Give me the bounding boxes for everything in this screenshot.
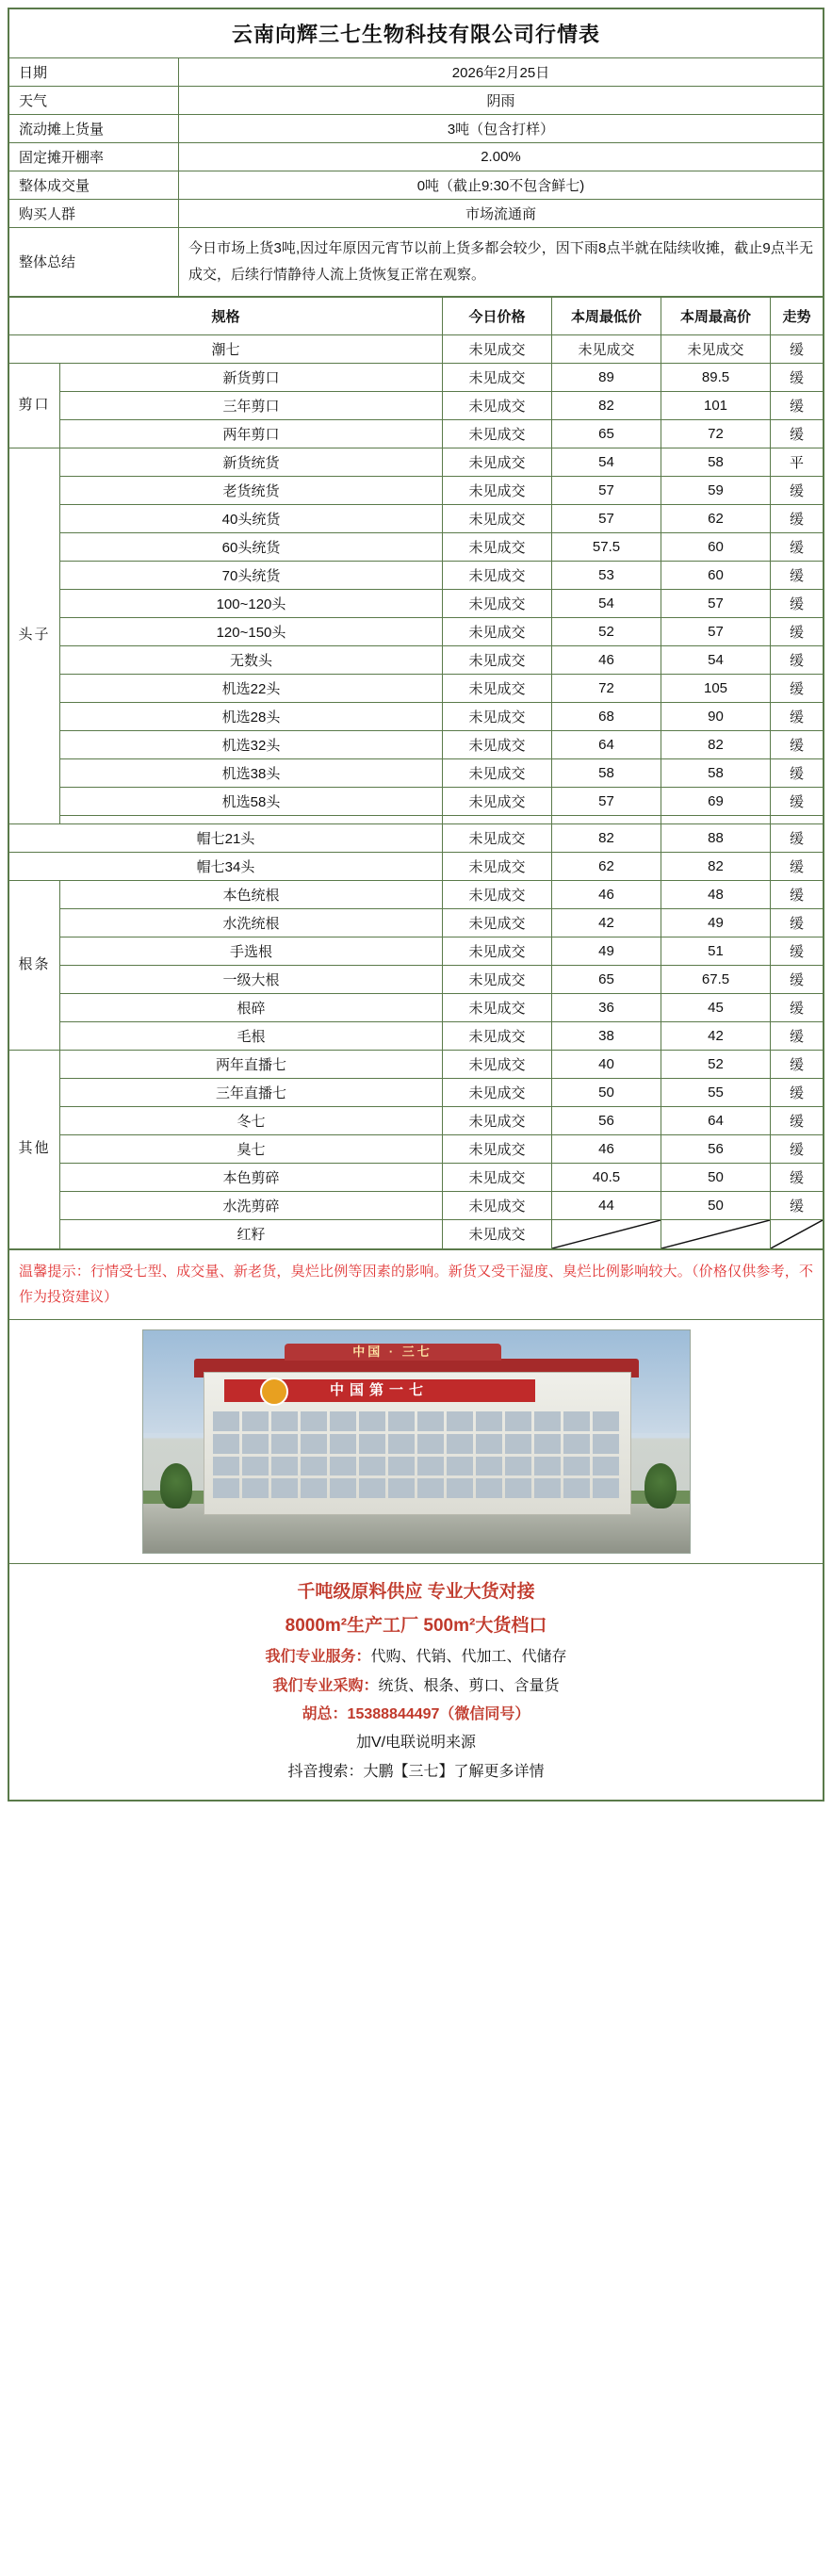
- row-spec: 新货统货: [60, 448, 443, 476]
- row-today: 未见成交: [443, 504, 552, 532]
- row-spec: [60, 815, 443, 823]
- row-today: 未见成交: [443, 993, 552, 1021]
- photo-row: [9, 1320, 824, 1564]
- table-row: [9, 391, 824, 419]
- row-low: 53: [552, 561, 661, 589]
- row-today: 未见成交: [443, 1163, 552, 1191]
- row-today: 未见成交: [443, 419, 552, 448]
- ad-line-1: 千吨级原料供应 专业大货对接: [297, 1582, 535, 1602]
- row-today: 未见成交: [443, 363, 552, 391]
- row-high: 58: [661, 758, 771, 787]
- info-row: [9, 115, 824, 143]
- table-row: [9, 1106, 824, 1134]
- row-high: 50: [661, 1191, 771, 1219]
- row-today: 未见成交: [443, 1191, 552, 1219]
- table-row: [9, 532, 824, 561]
- col-trend: 走势: [771, 297, 824, 334]
- ad-douyin: 抖音搜索：大鹏【三七】了解更多详情: [287, 1763, 545, 1780]
- row-low: 46: [552, 645, 661, 674]
- price-sheet: [8, 8, 824, 1802]
- row-high: 45: [661, 993, 771, 1021]
- table-row: [9, 702, 824, 730]
- row-spec: 两年直播七: [60, 1050, 443, 1078]
- row-low: 68: [552, 702, 661, 730]
- row-today: 未见成交: [443, 391, 552, 419]
- row-trend: 平: [771, 448, 824, 476]
- row-high: 48: [661, 880, 771, 908]
- table-row: [9, 1219, 824, 1248]
- table-row: [9, 504, 824, 532]
- row-trend: 缓: [771, 1163, 824, 1191]
- row-trend: 缓: [771, 363, 824, 391]
- row-today: 未见成交: [443, 1134, 552, 1163]
- row-low: 40: [552, 1050, 661, 1078]
- row-trend: 缓: [771, 1021, 824, 1050]
- group-label-qita: 其他: [9, 1050, 60, 1248]
- row-trend: 缓: [771, 645, 824, 674]
- table-row: [9, 334, 824, 363]
- row-today: 未见成交: [443, 758, 552, 787]
- info-value-total-volume: 0吨（截止9:30不包含鲜七): [179, 171, 824, 200]
- row-spec: 根碎: [60, 993, 443, 1021]
- ad-phone[interactable]: 胡总：15388844497（微信同号）: [302, 1705, 530, 1722]
- row-today: 未见成交: [443, 617, 552, 645]
- row-trend: 缓: [771, 674, 824, 702]
- row-spec: 水洗剪碎: [60, 1191, 443, 1219]
- empty-cell-diagonal: [771, 1219, 824, 1248]
- row-today: 未见成交: [443, 334, 552, 363]
- row-trend: 缓: [771, 937, 824, 965]
- row-high: 105: [661, 674, 771, 702]
- table-row: [9, 965, 824, 993]
- summary-row: [9, 228, 824, 297]
- row-high: 51: [661, 937, 771, 965]
- info-row: [9, 87, 824, 115]
- ad-services: [17, 1643, 815, 1671]
- row-spec: 本色剪碎: [60, 1163, 443, 1191]
- row-high: 60: [661, 561, 771, 589]
- group-label-gentiao: 根条: [9, 880, 60, 1050]
- table-row: [9, 852, 824, 880]
- table-row: [9, 476, 824, 504]
- table-row: [9, 1021, 824, 1050]
- row-today: 未见成交: [443, 674, 552, 702]
- table-row: [9, 617, 824, 645]
- table-row: [9, 937, 824, 965]
- row-low: 46: [552, 1134, 661, 1163]
- row-spec: 红籽: [60, 1219, 443, 1248]
- info-row: [9, 171, 824, 200]
- row-trend: 缓: [771, 532, 824, 561]
- empty-cell-diagonal: [661, 1219, 771, 1248]
- info-label-total-volume: 整体成交量: [9, 171, 179, 200]
- row-today: 未见成交: [443, 787, 552, 815]
- row-today: 未见成交: [443, 476, 552, 504]
- table-row: [9, 448, 824, 476]
- row-spec: 机选22头: [60, 674, 443, 702]
- table-row: [9, 645, 824, 674]
- table-row: [9, 1163, 824, 1191]
- empty-cell-diagonal: [552, 1219, 661, 1248]
- row-today: 未见成交: [443, 852, 552, 880]
- row-spec: 臭七: [60, 1134, 443, 1163]
- row-trend: 缓: [771, 1106, 824, 1134]
- info-label-mobile-volume: 流动摊上货量: [9, 115, 179, 143]
- row-trend: 缓: [771, 617, 824, 645]
- row-spec: 机选28头: [60, 702, 443, 730]
- row-today: 未见成交: [443, 1219, 552, 1248]
- info-value-date: 2026年2月25日: [179, 58, 824, 87]
- table-row: [9, 787, 824, 815]
- row-trend: 缓: [771, 1050, 824, 1078]
- row-spec: 毛根: [60, 1021, 443, 1050]
- row-spec: 60头统货: [60, 532, 443, 561]
- row-today: 未见成交: [443, 645, 552, 674]
- row-trend: 缓: [771, 476, 824, 504]
- ad-services-value: 代购、代销、代加工、代储存: [370, 1649, 567, 1666]
- row-low: 56: [552, 1106, 661, 1134]
- row-low: 57: [552, 787, 661, 815]
- row-low: 40.5: [552, 1163, 661, 1191]
- row-today: 未见成交: [443, 702, 552, 730]
- info-row: [9, 200, 824, 228]
- price-table: [8, 297, 824, 1249]
- row-today: 未见成交: [443, 965, 552, 993]
- row-spec: 手选根: [60, 937, 443, 965]
- row-trend: 缓: [771, 758, 824, 787]
- info-label-buyers: 购买人群: [9, 200, 179, 228]
- row-high: 58: [661, 448, 771, 476]
- row-trend: 缓: [771, 730, 824, 758]
- row-low: 57: [552, 476, 661, 504]
- row-high: 50: [661, 1163, 771, 1191]
- row-low: 57: [552, 504, 661, 532]
- info-label-date: 日期: [9, 58, 179, 87]
- row-spec: 40头统货: [60, 504, 443, 532]
- photo-windows: [213, 1411, 620, 1498]
- ad-purchasing: [17, 1672, 815, 1701]
- row-high: 82: [661, 852, 771, 880]
- row-today: [443, 815, 552, 823]
- row-spec: 水洗统根: [60, 908, 443, 937]
- row-spec: 本色统根: [60, 880, 443, 908]
- photo-tree: [160, 1463, 192, 1508]
- row-low: 89: [552, 363, 661, 391]
- row-trend: 缓: [771, 880, 824, 908]
- row-trend: 缓: [771, 965, 824, 993]
- row-low: 58: [552, 758, 661, 787]
- row-spec: 新货剪口: [60, 363, 443, 391]
- row-spec: 两年剪口: [60, 419, 443, 448]
- row-low: 38: [552, 1021, 661, 1050]
- row-spec: 120~150头: [60, 617, 443, 645]
- ad-contact-note: 加V/电联说明来源: [355, 1735, 477, 1752]
- ad-line-2: 8000m²生产工厂 500m²大货档口: [285, 1616, 547, 1637]
- row-spec: 三年直播七: [60, 1078, 443, 1106]
- row-trend: 缓: [771, 334, 824, 363]
- row-low: 82: [552, 391, 661, 419]
- row-today: 未见成交: [443, 1050, 552, 1078]
- row-spec: 冬七: [60, 1106, 443, 1134]
- row-high: 88: [661, 823, 771, 852]
- row-low: 52: [552, 617, 661, 645]
- table-row: [9, 1050, 824, 1078]
- table-row: [9, 758, 824, 787]
- row-today: 未见成交: [443, 937, 552, 965]
- row-high: 42: [661, 1021, 771, 1050]
- row-today: 未见成交: [443, 448, 552, 476]
- price-table-header: [9, 297, 824, 334]
- row-high: 82: [661, 730, 771, 758]
- photo-tree: [644, 1463, 677, 1508]
- row-high: 49: [661, 908, 771, 937]
- table-row: [9, 823, 824, 852]
- info-row: [9, 143, 824, 171]
- photo-sign-text: 中国 · 三七: [352, 1345, 432, 1359]
- row-spec: 老货统货: [60, 476, 443, 504]
- page-title: 云南向辉三七生物科技有限公司行情表: [9, 9, 824, 58]
- row-low: 65: [552, 419, 661, 448]
- row-trend: 缓: [771, 1134, 824, 1163]
- row-low: 54: [552, 448, 661, 476]
- row-today: 未见成交: [443, 561, 552, 589]
- footer-table: [8, 1249, 824, 1802]
- row-today: 未见成交: [443, 730, 552, 758]
- advertisement: [9, 1564, 824, 1801]
- row-trend: 缓: [771, 391, 824, 419]
- header-table: [8, 8, 824, 297]
- row-low: 未见成交: [552, 334, 661, 363]
- table-row: [9, 561, 824, 589]
- row-trend: 缓: [771, 702, 824, 730]
- table-row: [9, 730, 824, 758]
- table-row: [9, 880, 824, 908]
- row-spec: 一级大根: [60, 965, 443, 993]
- row-high: 56: [661, 1134, 771, 1163]
- row-spec: 帽七21头: [9, 823, 443, 852]
- row-high: 54: [661, 645, 771, 674]
- row-today: 未见成交: [443, 589, 552, 617]
- table-row: [9, 908, 824, 937]
- row-low: 54: [552, 589, 661, 617]
- row-low: 65: [552, 965, 661, 993]
- table-row: [9, 1191, 824, 1219]
- table-row: [9, 419, 824, 448]
- ad-purchasing-label: 我们专业采购：: [272, 1677, 379, 1694]
- row-high: 67.5: [661, 965, 771, 993]
- row-low: 82: [552, 823, 661, 852]
- row-spec: 机选58头: [60, 787, 443, 815]
- group-label-jiankou: 剪口: [9, 363, 60, 448]
- table-row: [9, 363, 824, 391]
- summary-text: 今日市场上货3吨,因过年原因元宵节以前上货多都会较少，因下雨8点半就在陆续收摊，截止9点半无成交，后续行情静待人流上货恢复正常在观察。: [179, 228, 824, 297]
- col-spec: 规格: [9, 297, 443, 334]
- row-high: 52: [661, 1050, 771, 1078]
- row-high: 60: [661, 532, 771, 561]
- info-label-weather: 天气: [9, 87, 179, 115]
- table-row: [9, 589, 824, 617]
- row-low: 36: [552, 993, 661, 1021]
- row-trend: 缓: [771, 852, 824, 880]
- ad-services-label: 我们专业服务：: [265, 1649, 371, 1666]
- row-spec: 机选38头: [60, 758, 443, 787]
- factory-photo-cell: [9, 1320, 824, 1564]
- col-week-low: 本周最低价: [552, 297, 661, 334]
- row-high: 62: [661, 504, 771, 532]
- row-high: 89.5: [661, 363, 771, 391]
- table-row: [9, 1134, 824, 1163]
- row-spec: 潮七: [9, 334, 443, 363]
- row-spec: 100~120头: [60, 589, 443, 617]
- row-spec: 机选32头: [60, 730, 443, 758]
- tip-text: 温馨提示：行情受七型、成交量、新老货，臭烂比例等因素的影响。新货又受干湿度、臭烂比例影响较大。（价格仅供参考，不作为投资建议）: [9, 1249, 824, 1320]
- row-high: 未见成交: [661, 334, 771, 363]
- row-today: 未见成交: [443, 1106, 552, 1134]
- group-label-touzi: 头子: [9, 448, 60, 823]
- row-trend: 缓: [771, 419, 824, 448]
- title-row: [9, 9, 824, 58]
- row-spec: 三年剪口: [60, 391, 443, 419]
- row-high: 57: [661, 589, 771, 617]
- row-high: 57: [661, 617, 771, 645]
- row-spec: 无数头: [60, 645, 443, 674]
- row-low: 50: [552, 1078, 661, 1106]
- row-trend: 缓: [771, 561, 824, 589]
- row-trend: [771, 815, 824, 823]
- row-high: 101: [661, 391, 771, 419]
- row-today: 未见成交: [443, 880, 552, 908]
- info-value-mobile-volume: 3吨（包含打样）: [179, 115, 824, 143]
- row-trend: 缓: [771, 1078, 824, 1106]
- row-trend: 缓: [771, 504, 824, 532]
- row-low: 44: [552, 1191, 661, 1219]
- col-today-price: 今日价格: [443, 297, 552, 334]
- row-trend: 缓: [771, 589, 824, 617]
- row-high: 90: [661, 702, 771, 730]
- row-low: 46: [552, 880, 661, 908]
- table-row: [9, 993, 824, 1021]
- row-high: 59: [661, 476, 771, 504]
- info-row: [9, 58, 824, 87]
- table-row: [9, 1078, 824, 1106]
- row-today: 未见成交: [443, 1078, 552, 1106]
- ad-row: [9, 1564, 824, 1801]
- row-low: 72: [552, 674, 661, 702]
- row-trend: 缓: [771, 908, 824, 937]
- row-high: 55: [661, 1078, 771, 1106]
- row-low: [552, 815, 661, 823]
- row-low: 57.5: [552, 532, 661, 561]
- info-value-stall-rate: 2.00%: [179, 143, 824, 171]
- row-high: 69: [661, 787, 771, 815]
- row-low: 42: [552, 908, 661, 937]
- row-spec: 70头统货: [60, 561, 443, 589]
- factory-photo: [142, 1329, 691, 1554]
- tip-row: [9, 1249, 824, 1320]
- row-today: 未见成交: [443, 908, 552, 937]
- table-row: [9, 674, 824, 702]
- row-trend: 缓: [771, 993, 824, 1021]
- ad-purchasing-value: 统货、根条、剪口、含量货: [378, 1677, 560, 1694]
- row-high: 72: [661, 419, 771, 448]
- row-low: 49: [552, 937, 661, 965]
- row-high: [661, 815, 771, 823]
- info-value-buyers: 市场流通商: [179, 200, 824, 228]
- row-trend: 缓: [771, 823, 824, 852]
- info-value-weather: 阴雨: [179, 87, 824, 115]
- table-row: [9, 815, 824, 823]
- row-low: 64: [552, 730, 661, 758]
- row-high: 64: [661, 1106, 771, 1134]
- row-trend: 缓: [771, 1191, 824, 1219]
- row-low: 62: [552, 852, 661, 880]
- col-week-high: 本周最高价: [661, 297, 771, 334]
- photo-red-band-text: 中国第一七: [224, 1379, 535, 1402]
- company-logo-icon: [260, 1378, 288, 1406]
- row-spec: 帽七34头: [9, 852, 443, 880]
- info-label-stall-rate: 固定摊开棚率: [9, 143, 179, 171]
- row-today: 未见成交: [443, 532, 552, 561]
- row-trend: 缓: [771, 787, 824, 815]
- row-today: 未见成交: [443, 1021, 552, 1050]
- summary-label: 整体总结: [9, 228, 179, 297]
- row-today: 未见成交: [443, 823, 552, 852]
